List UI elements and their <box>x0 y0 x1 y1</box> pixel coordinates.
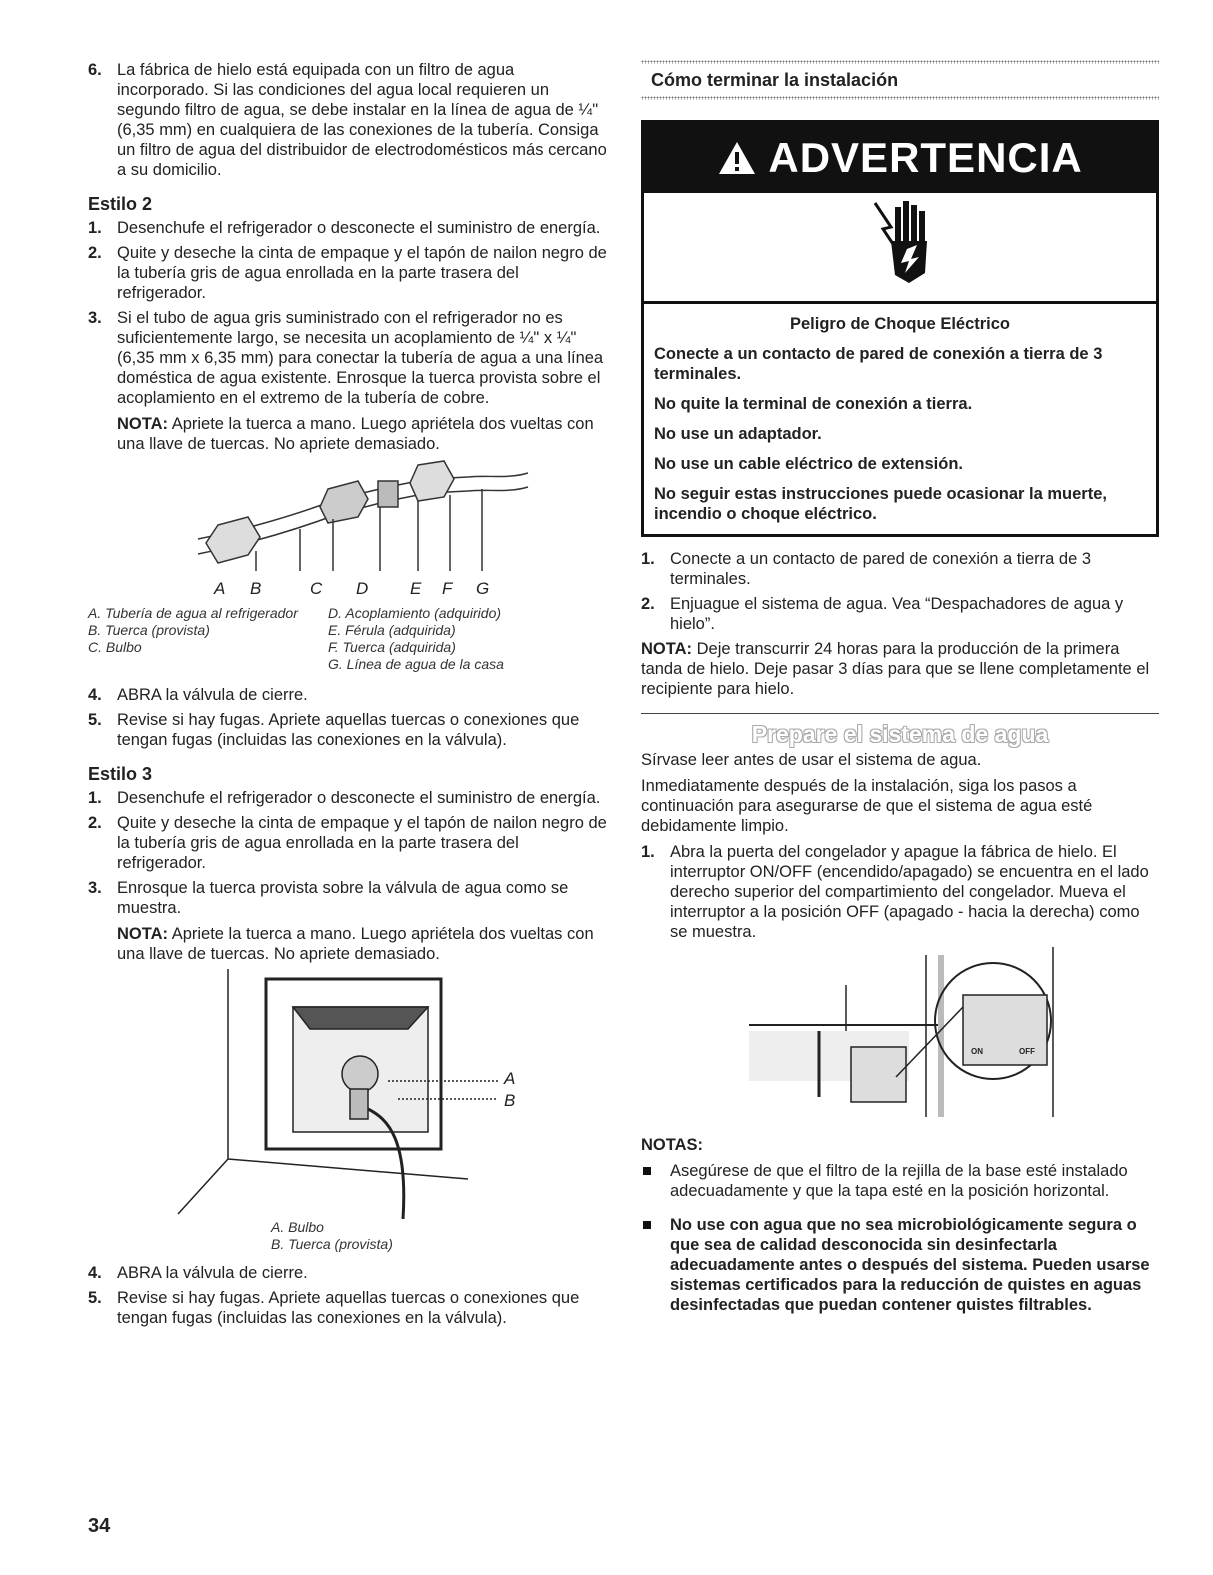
style3-after-steps <box>88 1263 608 1328</box>
warning-line: No use un cable eléctrico de extensión. <box>654 455 964 473</box>
nota <box>117 924 608 964</box>
step-number: 3. <box>88 879 102 897</box>
step-text: La fábrica de hielo está equipada con un filtro de agua incorporado. Si las condiciones del agua local requieren un segundo filtro de agua, se debe instalar en la línea de agua de ¼" (6,35 mm) en cualquiera de las conexiones de la tubería. Consiga un filtro de agua del distribuidor de electrodomésticos más cercano a su domicilio. <box>117 61 607 179</box>
step-text: Enjuague el sistema de agua. Vea “Despachadores de agua y hielo”. <box>670 595 1124 633</box>
step-text: Desenchufe el refrigerador o desconecte el suministro de energía. <box>117 219 601 237</box>
captions-right <box>328 605 588 673</box>
valve-figure <box>88 969 608 1219</box>
list-item <box>641 594 1159 634</box>
left-column <box>88 60 608 1333</box>
right-column <box>641 60 1159 1329</box>
step-text: Revise si hay fugas. Apriete aquellas tuercas o conexiones que tengan fugas (incluidas las conexiones en la válvula). <box>117 711 580 749</box>
notes-heading: NOTAS: <box>641 1136 704 1154</box>
nota-label: NOTA: <box>117 925 169 943</box>
nota <box>117 414 608 454</box>
style3-steps <box>88 788 608 964</box>
dotted-rule <box>641 96 1159 100</box>
electric-shock-hand-icon <box>855 193 945 293</box>
nota-text: Deje transcurrir 24 horas para la producción de la primera tanda de hielo. Deje pasar 3 días para que se llene completamente el recipiente para hielo. <box>641 640 1150 698</box>
valve-figure-wrap <box>88 969 608 1219</box>
warning-symbol-area <box>644 193 1156 304</box>
list-item <box>88 60 608 180</box>
list-item <box>88 218 608 238</box>
figure-letter: B <box>250 579 262 598</box>
step-number: 5. <box>88 711 102 729</box>
step-number: 6. <box>88 61 102 79</box>
pipe-connection-figure <box>88 459 608 579</box>
figure-letters <box>88 579 608 601</box>
dotted-rule <box>641 60 1159 64</box>
step-number: 1. <box>88 789 102 807</box>
style3-heading: Estilo 3 <box>88 764 153 784</box>
nota <box>641 639 1159 699</box>
prepare-heading: Prepare el sistema de agua <box>751 721 1049 747</box>
warning-line: No seguir estas instrucciones puede ocasionar la muerte, incendio o choque eléctrico. <box>654 485 1107 523</box>
step-number: 5. <box>88 1289 102 1307</box>
divider <box>641 713 1159 714</box>
list-item <box>88 243 608 303</box>
figure-letter: B <box>504 1091 516 1110</box>
list-item <box>88 1263 608 1283</box>
step-text: Desenchufe el refrigerador o desconecte el suministro de energía. <box>117 789 601 807</box>
list-item <box>88 308 608 454</box>
step-number: 4. <box>88 686 102 704</box>
warning-header <box>644 123 1156 193</box>
step-number: 3. <box>88 309 102 327</box>
caption: A. Bulbo <box>271 1219 324 1235</box>
ice-maker-switch-figure <box>641 947 1159 1127</box>
figure-letter: D <box>356 579 369 598</box>
list-item <box>641 842 1159 942</box>
step-number: 2. <box>88 244 102 262</box>
notes-list <box>641 1161 1159 1315</box>
step-number: 4. <box>88 1264 102 1282</box>
page-number: 34 <box>88 1515 111 1537</box>
caption: D. Acoplamiento (adquirido) <box>328 605 502 621</box>
caption: G. Línea de agua de la casa <box>328 656 504 672</box>
list-item <box>641 1161 1159 1201</box>
prepare-intro: Sírvase leer antes de usar el sistema de agua. <box>641 751 982 769</box>
intro-list <box>88 60 608 180</box>
bullet-icon <box>643 1167 651 1175</box>
section-title: Cómo terminar la instalación <box>651 70 899 90</box>
nota-label: NOTA: <box>641 640 693 658</box>
step-text: Conecte a un contacto de pared de conexión a tierra de 3 terminales. <box>670 550 1092 588</box>
prepare-steps <box>641 842 1159 942</box>
style2-steps <box>88 218 608 454</box>
warning-line: No use un adaptador. <box>654 425 822 443</box>
finish-steps <box>641 549 1159 634</box>
step-text: Si el tubo de agua gris suministrado con el refrigerador no es suficientemente largo, se necesita un acoplamiento de ¼" x ¼" (6,35 mm x 6,35 mm) para conectar la tubería de agua a una línea doméstica de agua existente. Enrosque la tuerca provista sobre el acoplamiento en el extremo de la tubería de cobre. <box>117 309 604 407</box>
nota-text: Apriete la tuerca a mano. Luego apriétela dos vueltas con una llave de tuercas. No apriete demasiado. <box>117 415 594 453</box>
nota-text: Apriete la tuerca a mano. Luego apriétela dos vueltas con una llave de tuercas. No apriete demasiado. <box>117 925 594 963</box>
figure-captions <box>88 605 608 673</box>
warning-triangle-icon <box>717 140 757 176</box>
valve-captions <box>88 1219 608 1253</box>
caption: A. Tubería de agua al refrigerador <box>88 605 298 621</box>
list-item <box>88 788 608 808</box>
step-text: ABRA la válvula de cierre. <box>117 686 308 704</box>
hazard-title: Peligro de Choque Eléctrico <box>789 315 1011 333</box>
caption: C. Bulbo <box>88 639 142 655</box>
caption: B. Tuerca (provista) <box>88 622 210 638</box>
step-text: Quite y deseche la cinta de empaque y el tapón de nailon negro de la tubería gris de agua enrollada en la parte trasera del refrigerador. <box>117 814 607 872</box>
switch-on-label: ON <box>971 1047 983 1056</box>
switch-figure-wrap <box>641 947 1159 1127</box>
step-text: Quite y deseche la cinta de empaque y el tapón de nailon negro de la tubería gris de agua enrollada en la parte trasera del refrigerador. <box>117 244 607 302</box>
step-text: Enrosque la tuerca provista sobre la válvula de agua como se muestra. <box>117 879 569 917</box>
figure-letter: F <box>442 579 453 598</box>
list-item <box>88 1288 608 1328</box>
step-number: 2. <box>88 814 102 832</box>
nota-label: NOTA: <box>117 415 169 433</box>
note-text: Asegúrese de que el filtro de la rejilla de la base esté instalado adecuadamente y que la tapa esté en la posición horizontal. <box>670 1162 1128 1200</box>
figure-letter: A <box>504 1069 516 1088</box>
list-item <box>641 549 1159 589</box>
list-item <box>641 1215 1159 1315</box>
warning-body <box>644 304 1156 534</box>
note-text: No use con agua que no sea microbiológicamente segura o que sea de calidad desconocida sin desinfectarla adecuadamente antes o después del sistema. Pueden usarse sistemas certificados para la reducción de quistes en aguas desinfectadas que puedan contener quistes filtrables. <box>670 1216 1150 1314</box>
step-text: Revise si hay fugas. Apriete aquellas tuercas o conexiones que tengan fugas (incluidas las conexiones en la válvula). <box>117 1289 580 1327</box>
step-number: 1. <box>88 219 102 237</box>
caption: B. Tuerca (provista) <box>271 1236 393 1252</box>
switch-off-label: OFF <box>1019 1047 1035 1056</box>
figure-letter: E <box>410 579 422 598</box>
figure-letter: A <box>214 579 226 598</box>
warning-title: ADVERTENCIA <box>768 134 1083 181</box>
caption: F. Tuerca (adquirida) <box>328 639 456 655</box>
bullet-icon <box>643 1221 651 1229</box>
list-item <box>88 710 608 750</box>
step-number: 2. <box>641 595 655 613</box>
style2-after-steps <box>88 685 608 750</box>
list-item <box>88 685 608 705</box>
warning-box <box>641 120 1159 537</box>
list-item <box>88 878 608 964</box>
figure-letter: G <box>476 579 490 598</box>
warning-line: Conecte a un contacto de pared de conexión a tierra de 3 terminales. <box>654 345 1103 383</box>
style2-heading: Estilo 2 <box>88 194 153 214</box>
warning-line: No quite la terminal de conexión a tierra. <box>654 395 973 413</box>
figure-letter: C <box>310 579 323 598</box>
prepare-text: Inmediatamente después de la instalación, siga los pasos a continuación para asegurarse de que el sistema de agua esté debidamente limpio. <box>641 777 1093 835</box>
step-number: 1. <box>641 843 655 861</box>
caption: E. Férula (adquirida) <box>328 622 456 638</box>
step-number: 1. <box>641 550 655 568</box>
list-item <box>88 813 608 873</box>
captions-left <box>88 605 328 673</box>
step-text: ABRA la válvula de cierre. <box>117 1264 308 1282</box>
step-text: Abra la puerta del congelador y apague la fábrica de hielo. El interruptor ON/OFF (encendido/apagado) se encuentra en el lado derecho superior del compartimiento del congelador. Mueva el interruptor a la posición OFF (apagado - hacia la derecha) como se muestra. <box>670 843 1149 941</box>
